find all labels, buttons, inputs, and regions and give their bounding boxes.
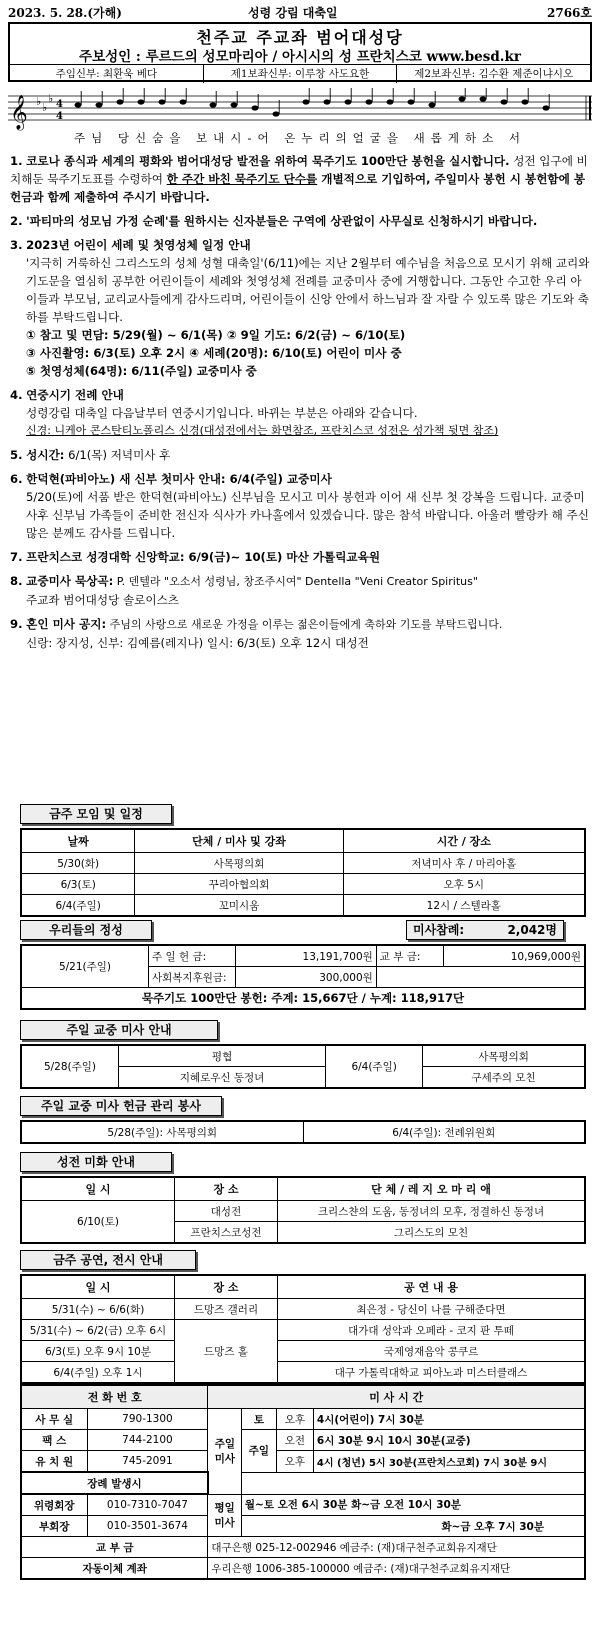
col-header: 시간 / 장소 bbox=[343, 829, 585, 853]
table-row bbox=[21, 895, 585, 917]
cell: 사목평의회 bbox=[423, 1045, 585, 1067]
performance-table bbox=[20, 1274, 586, 1384]
notice-heading: 프란치스코 성경대학 신앙학교: 6/9(금)~ 10(토) 마산 가톨릭교육원 bbox=[26, 550, 381, 564]
cell: 그리스도의 모친 bbox=[278, 1222, 586, 1244]
col-header: 단 체 / 레 지 오 마 리 애 bbox=[278, 1177, 586, 1201]
mass-attendance bbox=[406, 920, 564, 940]
cell: 6/10(토) bbox=[21, 1201, 175, 1244]
cell: 크리스챤의 도움, 동정녀의 모후, 정결하신 동정녀 bbox=[278, 1201, 586, 1222]
funeral-title: 장례 발생시 bbox=[21, 1472, 208, 1494]
notice-2 bbox=[10, 212, 590, 230]
notice-number: 5. bbox=[10, 448, 23, 462]
cell: 평협 bbox=[119, 1045, 326, 1067]
cell: 13,191,700원 bbox=[236, 945, 377, 967]
cell: 오전 bbox=[276, 1430, 313, 1451]
cell: 5/28(주일): 사목평의회 bbox=[21, 1121, 303, 1143]
cell: 6/4(주일) bbox=[326, 1045, 423, 1088]
notice-3 bbox=[10, 236, 590, 380]
notice-text: 성전 입구에 비치해둔 묵주기도표를 수령하여 bbox=[10, 154, 588, 186]
notice-heading: 혼인 미사 공지: bbox=[26, 617, 107, 631]
cell: 화~금 오후 7시 30분 bbox=[241, 1516, 585, 1537]
notice-text: 개별적으로 기입하여, 주일미사 봉헌 시 봉헌함에 봉헌금과 함께 제출하여 주시기 바랍니다. bbox=[10, 172, 586, 204]
cell: 6/3(토) bbox=[21, 874, 135, 895]
svg-text:♭: ♭ bbox=[48, 92, 54, 105]
cell: 지혜로우신 동정녀 bbox=[119, 1067, 326, 1089]
svg-text:4: 4 bbox=[56, 111, 63, 122]
patron-saints: 주보성인 : 루르드의 성모마리아 / 아시시의 성 프란치스코 www.besd.kr bbox=[79, 49, 521, 65]
notice-heading: 교중미사 묵상곡: bbox=[26, 574, 114, 588]
mass-times-title: 미 사 시 간 bbox=[208, 1385, 585, 1409]
cash-table bbox=[20, 1120, 586, 1144]
cell: 744-2100 bbox=[87, 1430, 208, 1451]
header-box bbox=[8, 22, 592, 82]
cell: 오후 bbox=[276, 1451, 313, 1473]
svg-text:4: 4 bbox=[56, 99, 63, 110]
cell: 6/4(주일) bbox=[21, 895, 135, 917]
notice-text: 성령강림 대축일 다음날부터 연중시기입니다. 바뀌는 부분은 아래와 같습니다. bbox=[26, 406, 418, 420]
notice-4 bbox=[10, 386, 590, 440]
cell: 드망즈 홀 bbox=[175, 1320, 278, 1384]
cell: 구세주의 모친 bbox=[423, 1067, 585, 1089]
rosary-total: 묵주기도 100만단 봉헌: 주계: 15,667단 / 누계: 118,917단 bbox=[21, 988, 585, 1010]
attendance-label: 미사참례: bbox=[413, 923, 465, 937]
cell: 745-2091 bbox=[87, 1451, 208, 1473]
cell: 우리은행 1006-385-100000 예금주: (재)대구천주교회유지재단 bbox=[208, 1558, 585, 1580]
cell: 12시 / 스텔라홀 bbox=[343, 895, 585, 917]
col-header: 날짜 bbox=[21, 829, 135, 853]
notice-heading: '파티마의 성모님 가정 순례'를 원하시는 신자분들은 구역에 상관없이 사무실로 신청하시기 바랍니다. bbox=[26, 214, 538, 228]
cell: 10,969,000원 bbox=[443, 945, 585, 967]
cell: 6/4(주일): 전례위원회 bbox=[303, 1121, 585, 1143]
song-lyrics: 주님 당신숨을 보내시-어 온누리의얼굴을 새롭게하소 서 bbox=[74, 131, 526, 145]
cell: 꼬미시움 bbox=[135, 895, 343, 917]
offering-date: 5/21(주일) bbox=[21, 945, 149, 988]
cell: 팩 스 bbox=[21, 1430, 87, 1451]
cell: 사 무 실 bbox=[21, 1409, 87, 1430]
bulletin-date: 2023. 5. 28.(가해) bbox=[8, 6, 122, 20]
notice-list bbox=[10, 152, 590, 658]
notice-underline: 한 주간 바친 묵주기도 단수를 bbox=[166, 172, 318, 186]
offering-table bbox=[20, 944, 586, 1010]
offering-title: 우리들의 정성 bbox=[20, 920, 152, 940]
cell: 대성전 bbox=[175, 1201, 278, 1222]
cell: 프란치스코성전 bbox=[175, 1222, 278, 1244]
notice-heading: 코로나 종식과 세계의 평화와 범어대성당 발전을 위하여 묵주기도 100만단 봉헌을 실시합니다. bbox=[26, 154, 510, 168]
cell: 010-3501-3674 bbox=[87, 1516, 208, 1537]
decor-table bbox=[20, 1176, 586, 1244]
cell: 저녁미사 후 / 마리아홀 bbox=[343, 853, 585, 874]
col-header: 일 시 bbox=[21, 1275, 175, 1299]
cell: 자동이체 계좌 bbox=[21, 1558, 208, 1580]
notice-underline: 신경: 니케아 콘스탄티노폴리스 신경(대성전에서는 화면참조, 프란치스코 성전은 성가책 뒷면 참조) bbox=[26, 424, 499, 437]
sunday-mass-title: 주일 교중 미사 안내 bbox=[20, 1020, 218, 1040]
pastor: 주임신부: 최환욱 베다 bbox=[10, 65, 204, 83]
phone-title: 전 화 번 호 bbox=[21, 1385, 208, 1409]
cell: 300,000원 bbox=[236, 967, 377, 988]
cell: 부회장 bbox=[21, 1516, 87, 1537]
cash-title: 주일 교중 미사 헌금 관리 봉사 bbox=[20, 1096, 222, 1116]
notice-number: 8. bbox=[10, 574, 23, 588]
svg-text:♭: ♭ bbox=[36, 95, 42, 108]
meetings-table bbox=[20, 828, 586, 917]
col-header: 장 소 bbox=[175, 1177, 278, 1201]
attendance-value: 2,042명 bbox=[507, 923, 557, 937]
notice-8 bbox=[10, 572, 590, 609]
notice-text: '지극히 거룩하신 그리스도의 성체 성혈 대축일'(6/11)에는 지난 2월부터 예수님을 처음으로 모시기 위해 교리와 기도문을 열심히 공부한 어린이들이 세례와 첫영성체 전례를 교중미사 중에 거행합니다. 그동안 수고한 우리 아이들과 부모님, 교리교사들에게 감사드리며, 어린이들이 신앙 안에서 하느님과 잘 자랄 수 있도록 많은 기도와 축하를 부탁드립니다. bbox=[26, 256, 590, 324]
notice-6 bbox=[10, 470, 590, 542]
notice-7 bbox=[10, 548, 590, 566]
cell: 월~토 오전 6시 30분 화~금 오전 10시 30분 bbox=[241, 1494, 585, 1516]
notice-heading: 연중시기 전례 안내 bbox=[26, 388, 124, 402]
cell: 4시(어린이) 7시 30분 bbox=[313, 1409, 585, 1430]
notice-number: 7. bbox=[10, 550, 23, 564]
cell: 790-1300 bbox=[87, 1409, 208, 1430]
notice-text: 6/1(목) 저녁미사 후 bbox=[64, 448, 171, 462]
cell: 5/31(수) ~ 6/6(화) bbox=[21, 1299, 175, 1320]
meetings-title: 금주 모임 및 일정 bbox=[20, 804, 172, 824]
assistant-priest-1: 제1보좌신부: 이루창 사도요한 bbox=[204, 65, 398, 83]
cell: 드망즈 갤러리 bbox=[175, 1299, 278, 1320]
cell: 4시 (청년) 5시 30분(프란치스코회) 7시 30분 9시 bbox=[313, 1451, 585, 1473]
cell: 오후 5시 bbox=[343, 874, 585, 895]
svg-text:𝄞: 𝄞 bbox=[10, 95, 28, 130]
schedule-line: ⑤ 첫영성체(64명): 6/11(주일) 교중미사 중 bbox=[26, 364, 257, 378]
col-header: 공 연 내 용 bbox=[278, 1275, 586, 1299]
cell: 사회복지후원금: bbox=[149, 967, 236, 988]
notice-1 bbox=[10, 152, 590, 206]
cell: 대구 가톨릭대학교 피아노과 미스터클래스 bbox=[278, 1362, 586, 1384]
notice-text: P. 덴텔라 "오소서 성령님, 창조주시여" Dentella "Veni Creator Spiritus" bbox=[113, 575, 478, 588]
feast-name: 성령 강림 대축일 bbox=[248, 6, 338, 20]
notice-5 bbox=[10, 446, 590, 464]
schedule-line: ① 참고 및 면담: 5/29(월) ~ 6/1(목) ② 9일 기도: 6/2(금) ~ 6/10(토) bbox=[26, 328, 406, 342]
table-row bbox=[21, 853, 585, 874]
notice-number: 4. bbox=[10, 388, 23, 402]
cell: 꾸리아협의회 bbox=[135, 874, 343, 895]
cell: 6/3(토) 오후 9시 10분 bbox=[21, 1341, 175, 1362]
priest-row bbox=[10, 64, 590, 83]
col-header: 단체 / 미사 및 강좌 bbox=[135, 829, 343, 853]
notice-text: 주교좌 범어대성당 솔로이스츠 bbox=[26, 593, 179, 607]
issue-number: 2766호 bbox=[547, 6, 592, 20]
cell: 유 치 원 bbox=[21, 1451, 87, 1473]
notice-text: 주님의 사랑으로 새로운 가정을 이루는 젊은이들에게 축하와 기도를 부탁드립니다. bbox=[106, 618, 503, 631]
notice-text: 5/20(토)에 서품 받은 한덕현(파비아노) 신부님을 모시고 미사 봉헌과 이어 새 신부 첫 강복을 드립니다. 교중미사후 신부님 가족들이 준비한 전신자 식사가 카나홀에서 있겠습니다. 많은 참석 바랍니다. 아울러 빨랑카 해 주신 많은 분께도 감사를 드립니다. bbox=[26, 490, 589, 540]
cell: 5/28(주일) bbox=[21, 1045, 119, 1088]
cell: 5/30(화) bbox=[21, 853, 135, 874]
notice-heading: 성시간: bbox=[26, 448, 65, 462]
col-header: 장 소 bbox=[175, 1275, 278, 1299]
notice-heading: 2023년 어린이 세례 및 첫영성체 일정 안내 bbox=[26, 238, 251, 252]
cell: 주 일 헌 금: bbox=[149, 945, 236, 967]
schedule-line: ③ 사진촬영: 6/3(토) 오후 2시 ④ 세례(20명): 6/10(토) 어린이 미사 중 bbox=[26, 346, 402, 360]
assistant-priest-2: 제2보좌신부: 김수환 제준이냐시오 bbox=[414, 68, 574, 80]
cell bbox=[376, 967, 585, 988]
decor-title: 성전 미화 안내 bbox=[20, 1152, 172, 1172]
cell: 주일 미사 bbox=[208, 1409, 242, 1495]
performance-title: 금주 공연, 전시 안내 bbox=[20, 1250, 196, 1270]
cell: 010-7310-7047 bbox=[87, 1494, 208, 1516]
cell: 국제영재음악 콩쿠르 bbox=[278, 1341, 586, 1362]
cell: 5/31(수) ~ 6/2(금) 오후 6시 bbox=[21, 1320, 175, 1341]
cell: 교 부 금: bbox=[376, 945, 443, 967]
music-staff bbox=[8, 88, 592, 132]
notice-number: 2. bbox=[10, 214, 23, 228]
cell: 평일 미사 bbox=[208, 1494, 242, 1537]
top-line bbox=[8, 4, 592, 22]
cell: 최은정 - 당신이 나를 구해준다면 bbox=[278, 1299, 586, 1320]
table-row bbox=[21, 874, 585, 895]
notice-number: 3. bbox=[10, 238, 23, 252]
notice-number: 9. bbox=[10, 617, 23, 631]
cell: 주일 bbox=[241, 1430, 276, 1473]
sunday-mass-table bbox=[20, 1044, 586, 1089]
contacts-mass-table bbox=[20, 1384, 586, 1580]
cell: 위령회장 bbox=[21, 1494, 87, 1516]
cell: 교 부 금 bbox=[21, 1537, 208, 1558]
notice-text: 신랑: 장지성, 신부: 김예름(레지나) 일시: 6/3(토) 오후 12시 대성전 bbox=[26, 636, 369, 650]
cell: 오후 bbox=[276, 1409, 313, 1430]
notice-heading: 한덕현(파비아노) 새 신부 첫미사 안내: 6/4(주일) 교중미사 bbox=[26, 472, 332, 486]
parish-title: 천주교 주교좌 범어대성당 bbox=[196, 28, 404, 47]
cell: 사목평의회 bbox=[135, 853, 343, 874]
cell: 6/4(주일) 오후 1시 bbox=[21, 1362, 175, 1384]
cell: 토 bbox=[241, 1409, 276, 1430]
notice-number: 1. bbox=[10, 154, 23, 168]
cell: 대구은행 025-12-002946 예금주: (재)대구천주교회유지재단 bbox=[208, 1537, 585, 1558]
cell: 6시 30분 9시 10시 30분(교중) bbox=[313, 1430, 585, 1451]
svg-text:♭: ♭ bbox=[42, 101, 48, 114]
cell: 대가대 성악과 오페라 - 코지 판 투떼 bbox=[278, 1320, 586, 1341]
col-header: 일 시 bbox=[21, 1177, 175, 1201]
notice-number: 6. bbox=[10, 472, 23, 486]
notice-9 bbox=[10, 615, 590, 652]
